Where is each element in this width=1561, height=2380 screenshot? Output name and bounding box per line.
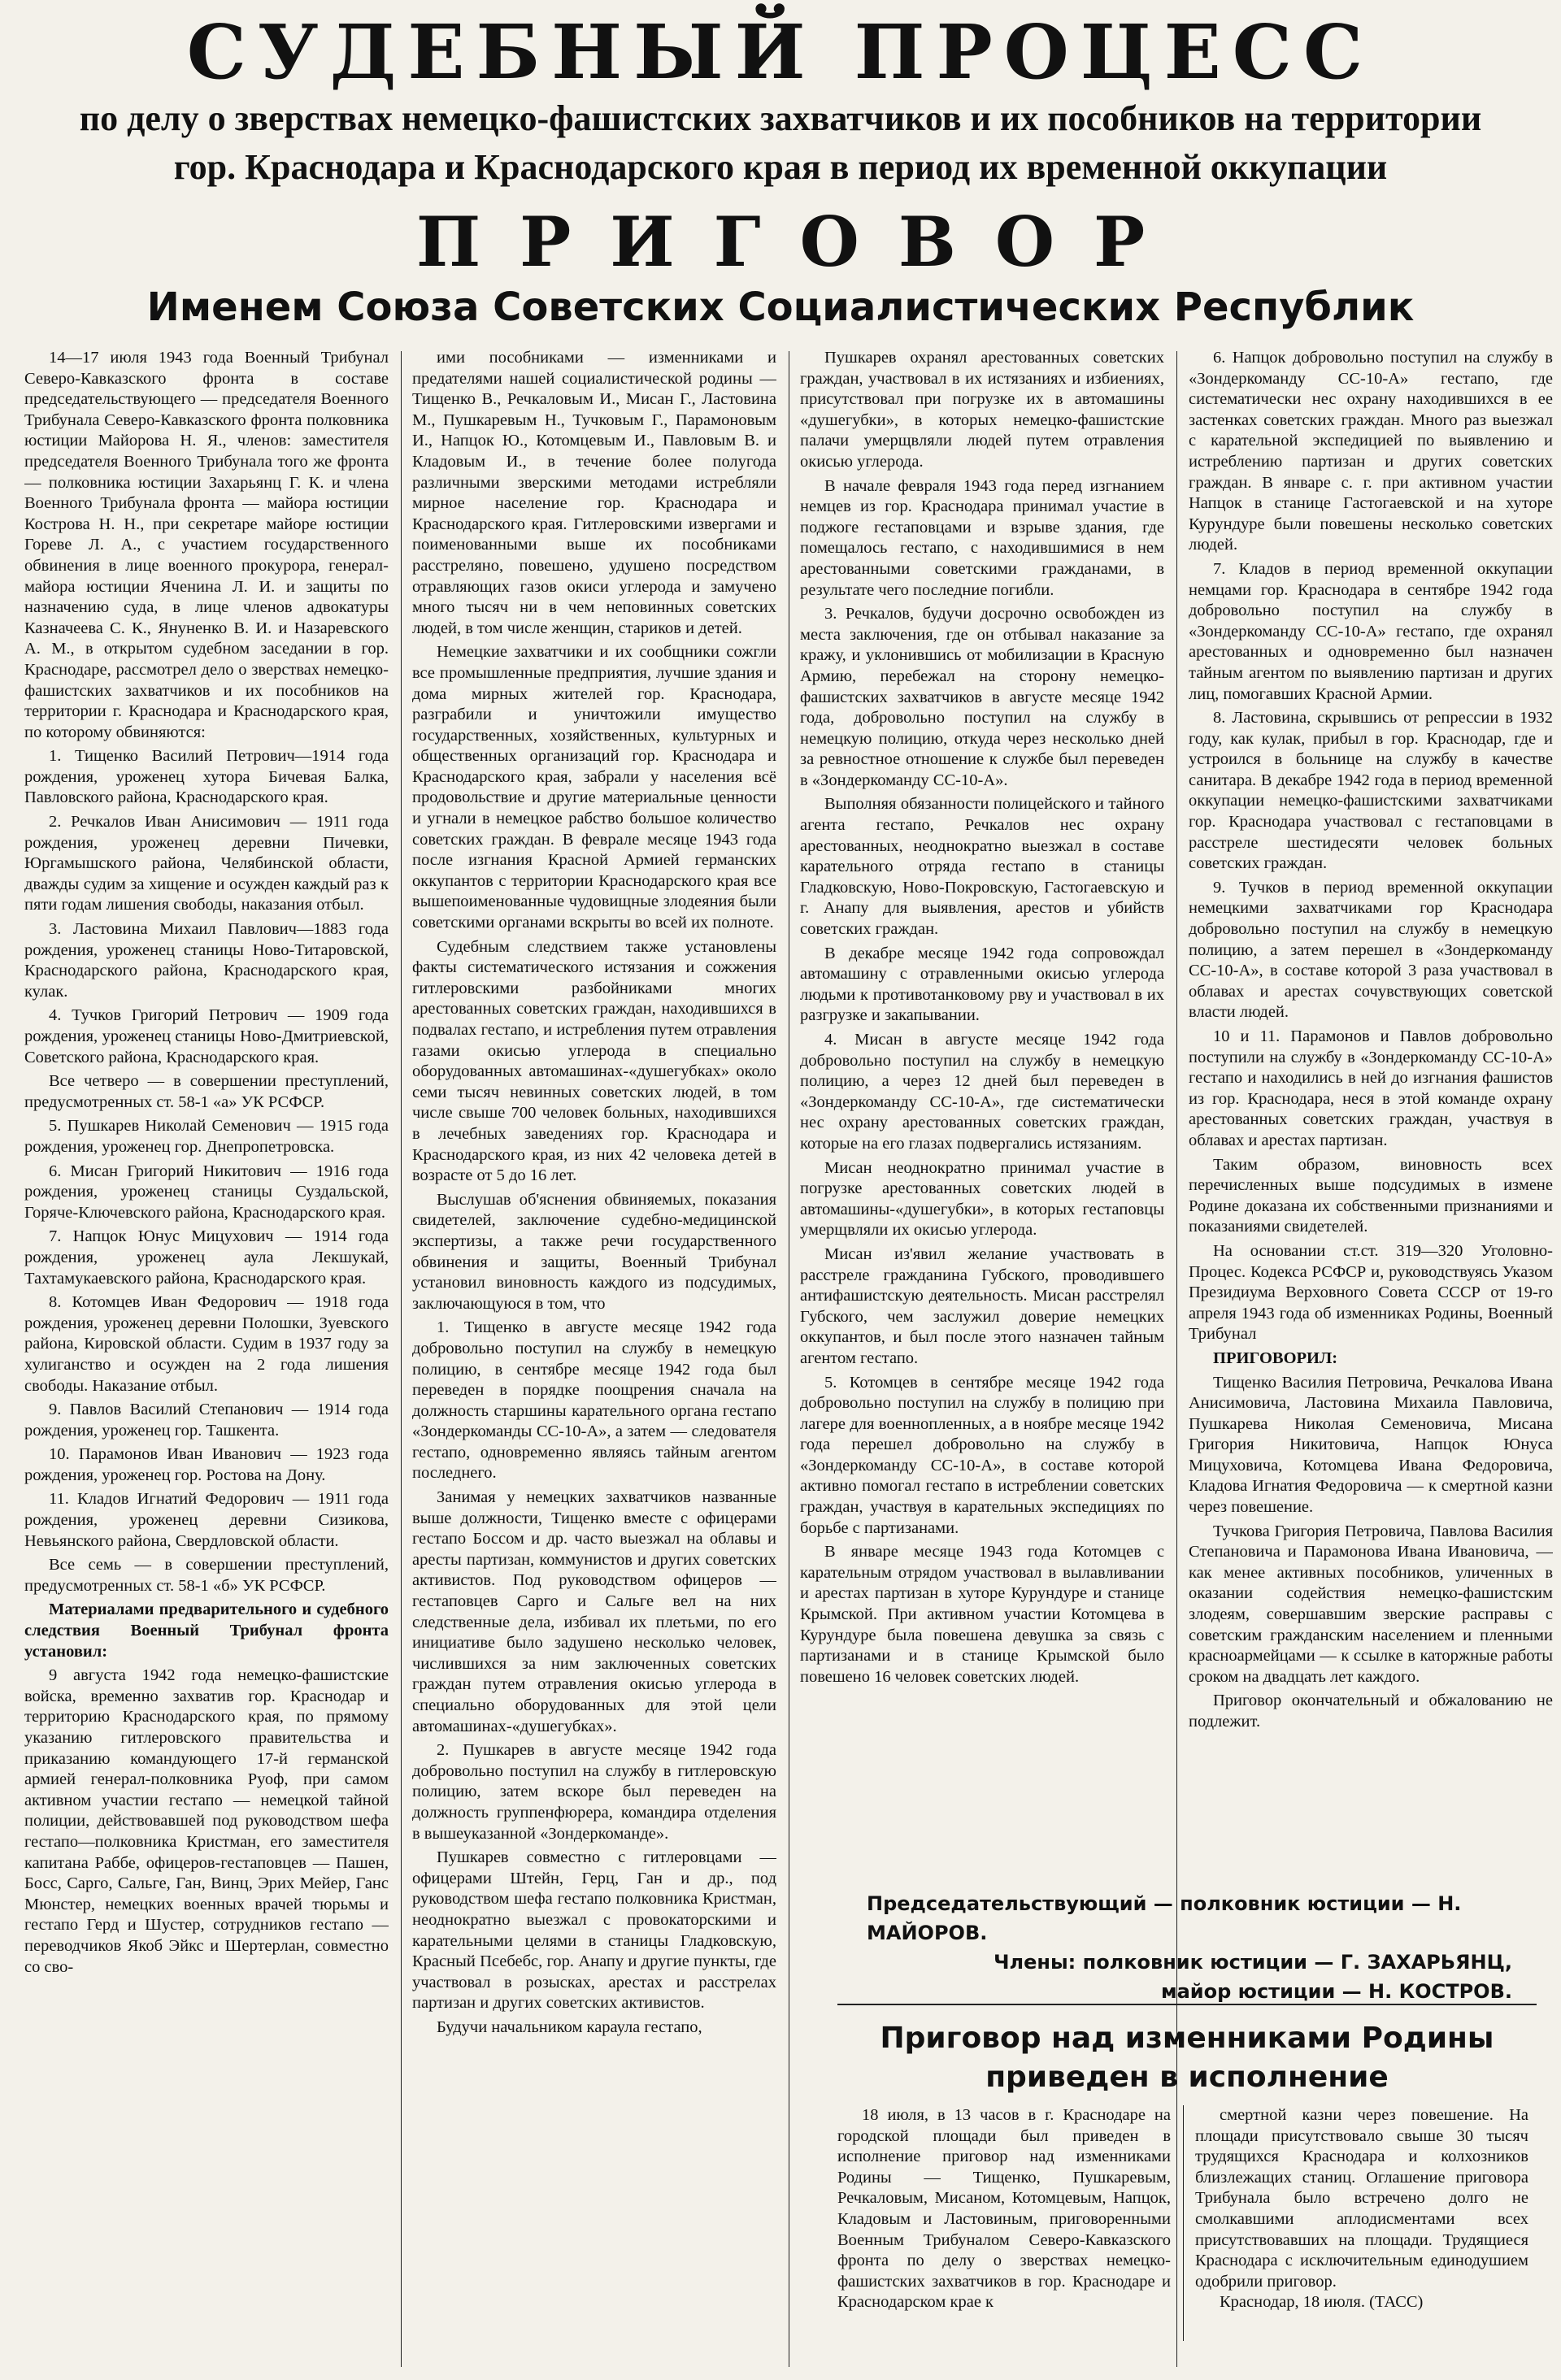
column-rule [401,351,402,2367]
paragraph: 11. Кладов Игнатий Федорович — 1911 года рождения, уроженец деревни Сизикова, Невьянского района, Свердловской области. [24,1490,389,1550]
signature-presiding: Председательствующий — полковник юстиции — Н. МАЙОРОВ. [867,1892,1462,1944]
paragraph: смертной казни через повешение. На площади присутствовало свыше 30 тысяч трудящихся Краснодара и колхозников близлежащих станиц. Оглашение приговора Трибунала было встречено долго не смолкавшими аплодисментами всех присутствовавших на площади. Трудящиеся Краснодара с исключительным единодушием одобрили приговор. [1195,2106,1528,2291]
paragraph: В январе месяце 1943 года Котомцев с карательным отрядом участвовал в вылавливании и арестах партизан в хуторе Курундуре и станице Крымской. При активном участии Котомцева в Курундуре была повешена девушка за связь с партизанами и в станице Крымской было повешено 16 человек советских людей. [800,1543,1164,1686]
article-title-line-2: приведен в исполнение [985,2061,1389,2094]
paragraph: Мисан неоднократно принимал участие в погрузке арестованных советских людей в автомашины-«душегубки», в которых гестаповцы умерщвляли их окисью углерода. [800,1158,1164,1240]
in-the-name-heading: Именем Союза Советских Социалистических Республик [146,284,1415,330]
paragraph: Выполняя обязанности полицейского и тайного агента гестапо, Речкалов нес охрану арестованных, неоднократно выезжал в составе карательного отряда гестапо в станицы Гладковскую, Ново-Покровскую, Гастогаевскую и г. Анапу для выявления, арестов и убийств советских граждан. [800,795,1164,939]
paragraph: 10. Парамонов Иван Иванович — 1923 года рождения, уроженец гор. Ростова на Дону. [24,1445,389,1484]
sentence-heading: ПРИГОВОРИЛ: [1213,1349,1338,1367]
execution-article [837,2016,1537,2349]
paragraph: Таким образом, виновность всех перечисленных выше подсудимых в измене Родине доказана их собственными признаниями и показаниями свидетелей. [1189,1155,1553,1236]
paragraph: 8. Котомцев Иван Федорович — 1918 года рождения, уроженец деревни Полошки, Зуевского района, Кировской области. Судим в 1937 году за хулиганство и осужден на 2 года лишения свободы. Наказание отбыл. [24,1293,389,1395]
paragraph: 6. Напцок добровольно поступил на службу в «Зондеркоманду СС-10-А» гестапо, где систематически нес охрану находившихся в ее застенках советских граждан. Много раз выезжал с карательной экспедицией по выявлению и истреблению партизан и других советских граждан. В январе с. г. при активном участии Напцок в станице Гастогаевской и на хуторе Курундуре были повешены несколько советских людей. [1189,349,1553,554]
paragraph: 7. Кладов в период временной оккупации немцами гор. Краснодара в сентябре 1942 года добровольно поступил на службу в «Зондеркоманду СС-10-А» гестапо, где охранял арестованных и одновременно был назначен тайным агентом по выявлению партизан и других лиц, помогавших Красной Армии. [1189,559,1553,703]
paragraph: 3. Речкалов, будучи досрочно освобожден из места заключения, где он отбывал наказание за кражу, и уклонившись от мобилизации в Красную Армию, перебежал на сторону немецко-фашистских захватчиков в августе месяце 1942 года, добровольно поступил на службу в немецкую полицию, откуда через несколько дней за ревностное отношение к службе был переведен в «Зондеркоманду СС-10-А». [800,605,1164,789]
paragraph: Будучи начальником караула гестапо, [437,2017,702,2036]
paragraph: 9. Павлов Василий Степанович — 1914 года рождения, уроженец гор. Ташкента. [24,1401,389,1440]
paragraph: 6. Мисан Григорий Никитович — 1916 года рождения, уроженец станицы Суздальской, Горяче-Ключевского района, Краснодарского края. [24,1162,389,1222]
column-rule [1183,2105,1184,2341]
paragraph: 7. Напцок Юнус Мицухович — 1914 года рождения, уроженец аула Лекшукай, Тахтамукаевского района, Краснодарского края. [24,1227,389,1288]
paragraph: Мисан из'явил желание участвовать в расстреле гражданина Губского, проводившего антифашистскую деятельность. Мисан расстрелял Губского, чем заслужил доверие немецких оккупантов, и был после этого назначен тайным агентом гестапо. [800,1244,1164,1367]
page-title: СУДЕБНЫЙ ПРОЦЕСС [186,8,1375,96]
paragraph: 5. Котомцев в сентябре месяце 1942 года добровольно поступил на службу в полицию при лагере для военнопленных, а в ноябре месяце 1942 года перешел добровольно на службу в «Зондеркоманду СС-10-А», в составе которой активно помогал гестапо в истреблении советских граждан, участвуя в карательных экспедициях по борьбе с партизанами. [800,1373,1164,1537]
paragraph: Приговор окончательный и обжалованию не подлежит. [1189,1692,1553,1731]
paragraph: 14—17 июля 1943 года Военный Трибунал Северо-Кавказского фронта в составе председательствующего — председателя Военного Трибунала Северо-Кавказского фронта полковника юстиции Майорова Н. Я., членов: заместителя председателя Военного Трибунала того же фронта — полковника юстиции Захарьянц Г. К. и члена Военного Трибунала фронта — майора юстиции Кострова Н. Н., при секретаре майоре юстиции Гореве Л. А., с участием государственного обвинения в лице военного прокурора, генерал-майора юстиции Яченина Л. И. и защиты по назначению суда, в лице членов адвокатуры Казначеева С. К., Януненко В. И. и Назаревского А. М., в открытом судебном заседании в гор. Краснодаре, рассмотрел дело о зверствах немецко-фашистских захватчиков и их пособников на территории г. Краснодара и Краснодарского края, по которому обвиняются: [24,349,389,741]
paragraph: 3. Ластовина Михаил Павлович—1883 года рождения, уроженец станицы Ново-Титаровской, Краснодарского района, Краснодарского края, кулак. [24,920,389,1001]
paragraph: 1. Тищенко Василий Петрович—1914 года рождения, уроженец хутора Бичевая Балка, Павловского района, Краснодарского края. [24,747,389,807]
paragraph: Занимая у немецких захватчиков названные выше должности, Тищенко вместе с офицерами гестапо Боссом и др. часто выезжал на облавы и аресты партизан, коммунистов и других советских активистов. Под руководством офицеров — гестаповцев Сарго и Сальге вел на них следственные дела, избивал их плетьми, по его инициативе было задушено несколько человек, числившихся за ним заключенных советских граждан путем отравления окисью углерода в специально оборудованных для этой цели автомашинах-«душегубках». [412,1488,776,1735]
paragraph: Тучкова Григория Петровича, Павлова Василия Степановича и Парамонова Ивана Ивановича, — как менее активных пособников, уличенных в оказании содействия немецко-фашистским злодеям, совершавшим зверские расправы с советским гражданским населением и пленными красноармейцами — к ссылке в каторжные работы сроком на двадцать лет каждого. [1189,1522,1553,1686]
subtitle-line-1: по делу о зверствах немецко-фашистских захватчиков и их пособников на территории [79,98,1482,138]
paragraph: Все четверо — в совершении преступлений, предусмотренных ст. 58-1 «а» УК РСФСР. [24,1072,389,1111]
paragraph: Немецкие захватчики и их сообщники сожгли все промышленные предприятия, лучшие здания и дома мирных жителей гор. Краснодара, разграбили и уничтожили имущество государственных, хозяйственных, культурных и общественных организаций гор. Краснодара и Краснодарского края, забрали у населения всё продовольствие и другие материальные ценности и угнали в немецкое рабство большое количество советских граждан. В феврале месяце 1943 года после изгнания Красной Армией германских оккупантов с территории Краснодарского края все вышепоименованные чудовищные злодеяния были советскими органами вскрыты во всей их полноте. [412,643,776,932]
section-divider [837,2004,1537,2005]
paragraph: 5. Пушкарев Николай Семенович — 1915 года рождения, уроженец гор. Днепропетровска. [24,1117,389,1156]
paragraph: 1. Тищенко в августе месяце 1942 года добровольно поступил на службу в немецкую полицию, в сентябре месяце 1942 года был переведен в порядке поощрения сначала на должность старшины карательного органа гестапо «Зондеркоманды СС-10-А», а затем — следователя гестапо, одновременно являясь тайным агентом последнего. [412,1318,776,1483]
masthead [24,8,1537,332]
paragraph: Тищенко Василия Петровича, Речкалова Ивана Анисимовича, Ластовина Михаила Павловича, Пушкарева Николая Семеновича, Мисана Григория Никитовича, Напцок Юнуса Мицуховича, Котомцева Ивана Федоровича, Кладова Игнатия Федоровича — к смертной казни через повешение. [1189,1373,1553,1517]
paragraph: 4. Мисан в августе месяце 1942 года добровольно поступил на службу в немецкую полицию, а через 12 дней был переведен в «Зондеркоманду СС-10-А», где систематически нес охрану арестованных советских граждан, которые на его глазах подвергались истязаниям. [800,1031,1164,1153]
paragraph: Все семь — в совершении преступлений, предусмотренных ст. 58-1 «б» УК РСФСР. [24,1556,389,1595]
paragraph: Материалами предварительного и судебного следствия Военный Трибунал фронта установил: [24,1600,389,1661]
paragraph: 8. Ластовина, скрывшись от репрессии в 1932 году, как кулак, прибыл в гор. Краснодар, где и устроился в больнице на службу в качестве санитара. В декабре 1942 года в период временной оккупации немецко-фашистскими захватчиками гор. Краснодара участвовал с гестаповцами в расстреле шестидесяти человек больных советских граждан. [1189,709,1553,873]
subtitle-line-2: гор. Краснодара и Краснодарского края в период их временной оккупации [173,147,1388,187]
article-column-right [1195,2105,1528,2349]
paragraph: 18 июля, в 13 часов в г. Краснодаре на городской площади был приведен в исполнение приговор над изменниками Родины — Тищенко, Пушкаревым, Речкаловым, Мисаном, Котомцевым, Напцок, Кладовым и Ластовиным, приговоренными Военным Трибуналом Северо-Кавказского фронта по делу о зверствах немецко-фашистских захватчиков в гор. Краснодаре и Краснодарском крае к [837,2106,1171,2312]
verdict-heading: ПРИГОВОР [415,202,1185,282]
paragraph: Судебным следствием также установлены факты систематического истязания и сожжения гитлеровскими разбойниками многих арестованных советских граждан, находившихся в подвалах гестапо, и истребления путем отравления газами окисью углерода в специально оборудованных автомашинах-«душегубках» около семи тысяч невинных советских людей, в том числе свыше 700 человек больных, находившихся в лечебных заведениях гор. Краснодара и Краснодарского края, из них 42 человека детей в возрасте от 5 до 16 лет. [412,937,776,1185]
article-title [837,2019,1537,2097]
paragraph: Выслушав об'яснения обвиняемых, показания свидетелей, заключение судебно-медицинской экспертизы, а также речи государственного обвинения и защиты, Военный Трибунал установил виновность каждого из подсудимых, заключающуюся в том, что [412,1190,776,1313]
signature-member-2: майор юстиции — Н. КОСТРОВ. [1160,1980,1512,2003]
article-columns [837,2105,1537,2349]
paragraph: На основании ст.ст. 319—320 Уголовно-Процес. Кодекса РСФСР и, руководствуясь Указом Президиума Верховного Совета СССР от 19-го апреля 1943 года об изменниках Родины, Военный Трибунал [1189,1241,1553,1344]
paragraph: В декабре месяце 1942 года сопровождал автомашину с отравленными окисью углерода людьми к противотанковому рву и участвовал в их разгрузке и закапывании. [800,944,1164,1025]
signatures-block [859,1889,1537,2006]
article-column-left [837,2105,1171,2349]
paragraph: 10 и 11. Парамонов и Павлов добровольно поступили на службу в «Зондеркоманду СС-10-А» гестапо и находились в ней до изгнания фашистов из гор. Краснодара, неся в этой команде охрану арестованных советских граждан, участвуя в облавах и арестах партизан. [1189,1027,1553,1149]
paragraph: 2. Пушкарев в августе месяце 1942 года добровольно поступил на службу в гитлеровскую полицию, затем вскоре был переведен на должность группенфюрера, командира отделения в вышеуказанной «Зондеркоманде». [412,1741,776,1843]
column-1 [24,348,389,2380]
paragraph: 2. Речкалов Иван Анисимович — 1911 года рождения, уроженец деревни Пичевки, Юргамышского района, Челябинской области, дважды судим за хищение и осужден каждый раз к пяти годам лишения свободы, наказания отбыл. [24,813,389,914]
paragraph: 9 августа 1942 года немецко-фашистские войска, временно захватив гор. Краснодар и территорию Краснодарского края, по прямому указанию гитлеровского правительства и приказанию командующего 17-й германской армией генерал-полковника Руоф, при самом активном участии гестапо — немецкой тайной полиции, действовавшей под руководством шефа гестапо—полковника Кристман, его заместителя капитана Раббе, офицеров-гестаповцев — Пашен, Босс, Сарго, Сальге, Ган, Винц, Эрих Мейер, Ганс Мюнстер, немецких военных врачей тюрьмы и гестапо Герд и Шустер, сотрудников гестапо — переводчиков Якоб Эйкс и Шертерлан, совместно со сво- [24,1666,389,1976]
article-title-line-1: Приговор над изменниками Родины [880,2022,1494,2055]
dateline: Краснодар, 18 июля. (ТАСС) [1220,2293,1424,2312]
paragraph: ими пособниками — изменниками и предателями нашей социалистической родины — Тищенко В., Речкаловым И., Мисан Г., Ластовина М., Пушкаревым Н., Тучковым Г., Парамоновым И., Напцок Ю., Котомцевым И., Павловым В. и Кладовым И., в течение более полугода различными зверскими методами истребляли мирное население гор. Краснодара и Краснодарского края. Гитлеровскими извергами и поименованными выше их пособниками расстреляно, повешено, удушено посредством отравляющих газов окиси углерода и замучено много тысяч ни в чем неповинных советских людей, в том числе женщин, стариков и детей. [412,349,776,637]
paragraph: 4. Тучков Григорий Петрович — 1909 года рождения, уроженец станицы Ново-Дмитриевской, Советского района, Краснодарского края. [24,1006,389,1066]
paragraph: Пушкарев совместно с гитлеровцами — офицерами Штейн, Герц, Ган и др., под руководством шефа гестапо полковника Кристман, неоднократно выезжал с провокаторскими и карательными целями в станицы Гладковскую, Красный Псебебс, гор. Анапу и другие пункты, где участвовал в розысках, арестах и расстрелах партизан и других советских активистов. [412,1848,776,2013]
column-2 [412,348,776,2380]
paragraph: 9. Тучков в период временной оккупации немецкими захватчиками гор Краснодара добровольно поступил на службу в немецкую полицию, а затем перешел в «Зондеркоманду СС-10-А», в составе которой 3 раза участвовал в облавах и арестах сочувствующих советской власти людей. [1189,878,1553,1022]
paragraph: Пушкарев охранял арестованных советских граждан, участвовал в их истязаниях и избиениях, присутствовал при погрузке их в автомашины «душегубки», в которых немецко-фашистские палачи умерщвляли людей путем отравления окисью углерода. [800,349,1164,471]
paragraph: В начале февраля 1943 года перед изгнанием немцев из гор. Краснодара принимал участие в поджоге гестаповцами и взрыве здания, где помещалось гестапо, с находившимися в нем арестованными советскими гражданами, в результате чего последние погибли. [800,476,1164,599]
signature-members: Члены: полковник юстиции — Г. ЗАХАРЬЯНЦ, [994,1951,1512,1974]
